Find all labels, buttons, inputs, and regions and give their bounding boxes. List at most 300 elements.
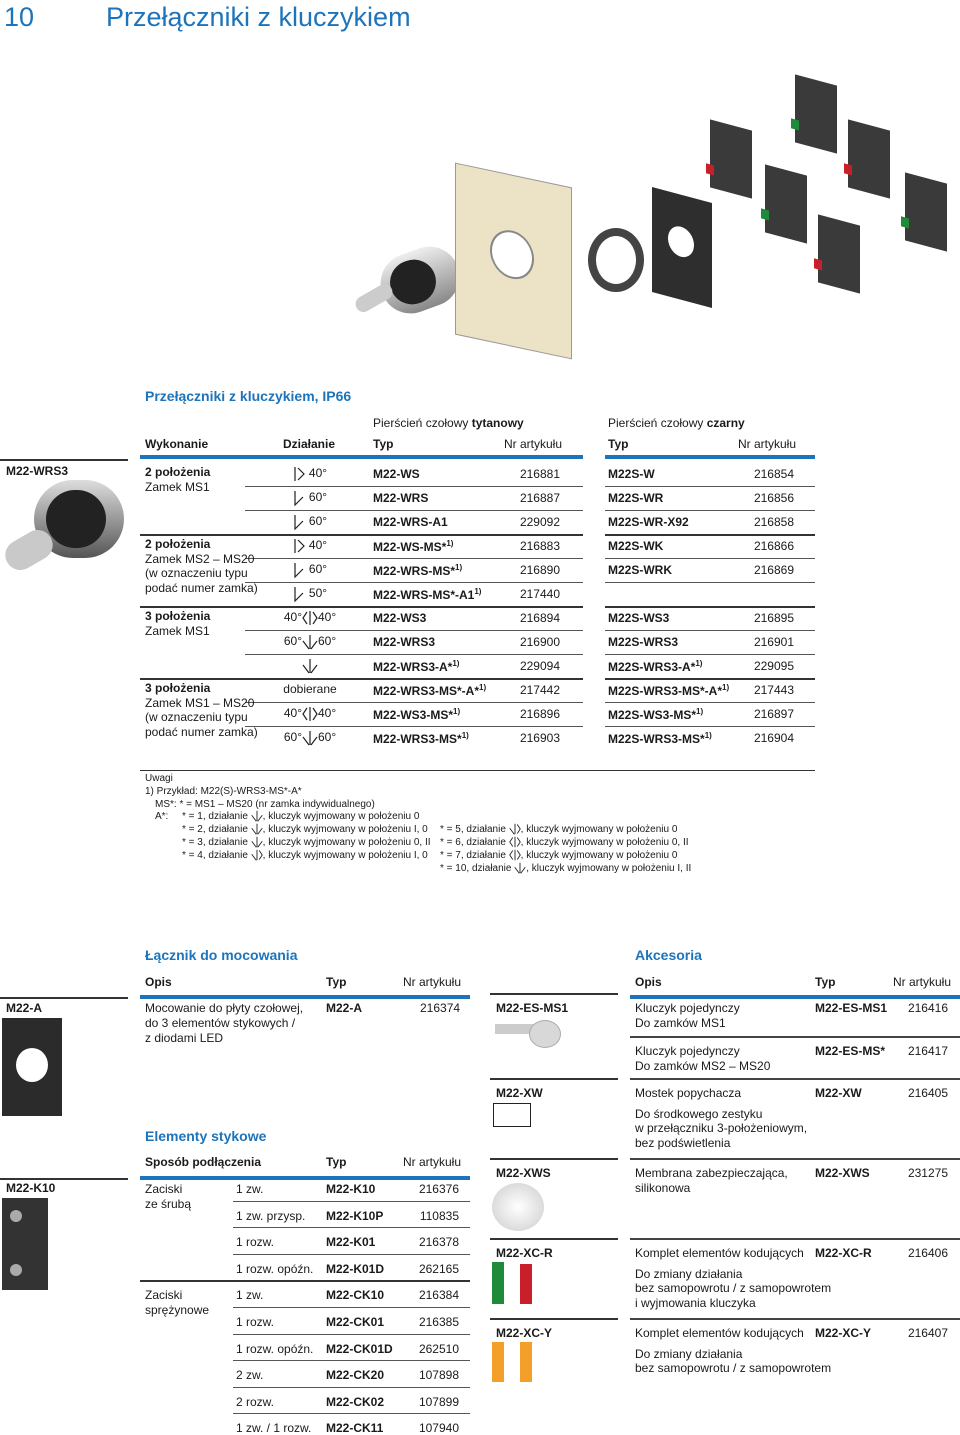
action-symbol-icon [509,837,521,848]
action-symbol-icon [251,811,263,822]
action-cell [255,562,365,578]
angle-right: 60° [318,634,337,649]
row-divider [245,630,583,631]
accessory-description [635,1246,831,1310]
footnote-mark: 1) [453,707,461,716]
type-code-black [608,563,672,577]
angle-left: 40° [283,706,302,721]
footnote-mark: 1) [704,731,712,740]
note-option [440,823,677,836]
note-option [182,849,428,862]
article-number: 217442 [519,683,560,697]
action-cell [255,514,365,530]
angle-left: 60° [283,634,302,649]
article-number: 216890 [519,563,560,577]
angle-right: 50° [308,586,328,601]
variant-line: Zamek MS1 – MS20 [145,695,255,710]
type-code-text: M22-WRS-MS* [373,564,456,578]
notes-title: Uwagi [145,773,173,784]
row-divider [630,1238,960,1240]
row-divider [233,1387,470,1388]
accessory-description [635,1086,807,1150]
connection-type-cell [145,1182,191,1212]
article-number: 216406 [907,1246,948,1260]
description-line: z diodami LED [145,1031,224,1045]
section-title-contacts: Elementy stykowe [145,1128,267,1144]
action-symbol-icon [302,634,318,648]
type-code-text: M22S-WS3-MS* [608,708,697,722]
type-code-text: M22S-WR-X92 [608,515,689,529]
contact-description: 1 rozw. opóźn. [236,1341,314,1356]
type-code: M22-ES-MS1 [815,1001,888,1015]
row-divider [140,534,583,536]
accessory-description [635,1166,788,1195]
coding-element-orange-image [492,1342,504,1382]
footnote-mark: 1) [446,539,454,548]
type-code [373,707,460,722]
col-header-opis: Opis [635,975,662,989]
note-option-post: , kluczyk wyjmowany w położeniu I, 0 [262,850,428,861]
product-rule [490,1238,618,1240]
article-number: 216385 [418,1315,459,1329]
group-header-bold: czarny [706,416,745,430]
type-code [373,539,453,554]
article-number-black: 216901 [753,635,794,649]
angle-right: 40° [308,466,328,481]
article-number: 229094 [519,659,560,673]
variant-cell [145,465,210,494]
product-label: M22-XW [496,1086,543,1100]
note-option-post: , kluczyk wyjmowany w położeniu 0 [520,850,678,861]
action-symbol-icon [293,586,309,600]
connection-type-line: ze śrubą [145,1197,192,1211]
group-header-titanium [373,416,524,430]
type-code [373,491,428,505]
type-code: M22-CK11 [326,1421,384,1435]
description-line: bez samopowrotu / z samopowrotem [635,1281,832,1295]
key-image [495,1020,565,1046]
article-number: 262510 [418,1341,459,1356]
a-label: A*: [155,811,169,822]
article-number-black: 216897 [753,707,794,721]
row-divider [233,1307,470,1308]
footnote-mark: 1) [722,683,730,692]
row-divider [140,1280,470,1282]
row-divider [245,486,583,487]
header-rule [140,995,470,999]
coding-element-orange-image [520,1342,532,1382]
variant-cell [145,609,210,638]
row-divider [605,558,815,559]
note-option-pre: * = 3, działanie [182,837,251,848]
type-code-text: M22-WS-MS* [373,540,447,554]
description-line: Kluczyk pojedynczy [635,1044,740,1058]
action-cell [255,706,365,722]
row-divider [233,1227,470,1228]
product-label: M22-XWS [496,1166,551,1180]
footnote-mark: 1) [696,707,704,716]
variant-line: 3 położenia [145,609,211,623]
action-cell [255,466,365,482]
footnote-mark: 1) [479,683,487,692]
col-header-nr-black: Nr artykułu [738,437,797,451]
description-line: bez samopowrotu / z samopowrotem [635,1361,832,1375]
type-code-text: M22S-WRS3 [608,635,679,649]
header-rule [605,455,815,459]
row-divider [605,702,815,703]
product-rule [490,993,618,995]
note-option-pre: * = 1, działanie [182,811,251,822]
type-code: M22-XW [815,1086,862,1100]
header-rule [140,455,583,459]
accessory-description [635,1001,740,1030]
type-code: M22-CK02 [326,1394,385,1409]
type-code-text: M22S-WS3 [608,611,670,625]
product-rule [0,1178,128,1180]
note-option-post: , kluczyk wyjmowany w położeniu 0, II [262,837,431,848]
note-option-pre: * = 7, działanie [440,850,509,861]
type-code: M22-K10 [326,1182,376,1196]
coding-element-red-image [520,1264,532,1304]
col-header-typ: Typ [326,975,347,989]
description-line: Mocowanie do płyty czołowej, [145,1001,304,1015]
col-header-nr: Nr artykułu [504,437,563,451]
angle-left: 40° [283,610,302,625]
contact-element-image [818,214,860,293]
type-code-text: M22-WS [373,467,420,481]
row-divider [630,1158,960,1160]
action-cell [255,658,365,674]
type-code: M22-CK10 [326,1288,385,1303]
row-divider [245,654,583,655]
action-symbol-icon [302,610,318,624]
col-header-typ-black: Typ [608,437,629,451]
angle-right: 40° [308,538,328,553]
row-divider [140,606,583,608]
mount-typ: M22-A [326,1001,363,1015]
note-option-pre: * = 4, działanie [182,850,251,861]
description-line: Membrana zabezpieczająca, [635,1166,788,1180]
action-cell [255,682,365,696]
row-divider [245,582,583,583]
header-rule [630,995,960,999]
col-header-typ: Typ [373,437,394,451]
description-line: silikonowa [635,1180,691,1195]
article-number: 216903 [519,731,560,745]
contact-description: 2 zw. [236,1368,264,1383]
row-divider [233,1360,470,1361]
article-number: 216883 [519,539,560,553]
contact-description: 1 zw. przysp. [236,1208,306,1223]
col-header-typ: Typ [326,1155,347,1169]
connection-type-line: Zaciski [145,1288,183,1303]
article-number-black: 216895 [753,611,794,625]
variant-line: Zamek MS2 – MS20 [145,551,255,566]
action-symbol-icon [293,562,309,576]
action-symbol-icon [251,824,263,835]
col-header-nr: Nr artykułu [403,975,462,989]
contact-element-image [905,172,947,251]
angle-right: 60° [318,730,337,745]
row-divider [140,678,583,680]
col-header-dzialanie: Działanie [283,437,336,451]
article-number: 110835 [419,1208,459,1223]
article-number-black: 216869 [753,563,794,577]
mount-description [145,1001,303,1046]
contact-description: 1 zw. [236,1182,264,1196]
type-code [373,515,448,529]
note-option [182,836,431,849]
article-number: 217440 [519,587,560,601]
row-divider [605,654,815,655]
contact-description: 1 rozw. opóźn. [236,1261,314,1276]
type-code-text: M22S-W [608,467,655,481]
type-code-text: M22-WS3 [373,611,427,625]
description-line: Do zamków MS2 – MS20 [635,1058,771,1073]
action-symbol-icon [302,730,318,744]
article-number: 216384 [418,1288,459,1303]
product-label: M22-XC-Y [496,1326,553,1340]
type-code-text: M22-WRS3-MS* [373,732,462,746]
variant-line: podać numer zamka) [145,724,258,739]
row-divider [630,1078,960,1080]
type-code-text: M22S-WRS3-MS* [608,732,705,746]
type-code: M22-XC-Y [815,1326,872,1340]
section-title-accessories: Akcesoria [635,947,702,963]
action-symbol-icon [509,850,521,861]
coding-element-green-image [492,1262,504,1304]
note-option [182,810,419,823]
type-code-black [608,539,663,553]
contact-description: 2 rozw. [236,1394,275,1409]
description-line: Do zmiany działania [635,1266,743,1281]
accessory-description [635,1044,770,1073]
note-option-post: , kluczyk wyjmowany w położeniu I, 0 [262,824,428,835]
article-number: 107899 [418,1394,459,1409]
type-code-text: M22-WRS-A1 [373,515,448,529]
contact-element-image [848,119,890,198]
footnote-mark: 1) [455,563,463,572]
notes-rule [140,770,815,771]
col-header-typ: Typ [815,975,836,989]
product-label: M22-A [6,1001,43,1015]
action-cell [255,634,365,650]
type-code-black [608,611,669,625]
variant-line: 3 położenia [145,681,211,695]
contact-description: 1 zw. / 1 rozw. [236,1421,312,1435]
type-code-text: M22-WRS [373,491,429,505]
article-number: 216896 [519,707,560,721]
row-divider [245,726,583,727]
description-line: do 3 elementów stykowych / [145,1016,296,1030]
footnote-mark: 1) [452,659,460,668]
angle-left: 60° [283,730,302,745]
description-line: Mostek popychacza [635,1086,742,1100]
description-line: Kluczyk pojedynczy [635,1001,740,1015]
type-code: M22-ES-MS* [815,1044,886,1058]
group-header-bold: tytanowy [471,416,524,430]
variant-line: (w oznaczeniu typu [145,710,248,724]
note-option-post: , kluczyk wyjmowany w położeniu I, II [526,863,692,874]
mount-nr: 216374 [420,1001,461,1015]
type-code [373,563,462,578]
variant-line: podać numer zamka) [145,580,258,595]
action-cell [255,538,365,554]
type-code [373,659,459,674]
type-code-text: M22-WRS3-MS*-A* [373,684,480,698]
connection-type-line: sprężynowe [145,1303,210,1318]
accessory-description [635,1326,831,1376]
type-code-text: M22S-WRS3-A* [608,660,696,674]
mounting-adapter-image [2,1018,62,1116]
description-line: bez podświetlenia [635,1135,731,1150]
type-code-text: M22S-WR [608,491,664,505]
type-code-text: M22-WS3-MS* [373,708,454,722]
type-code-black [608,683,729,698]
notes-block [145,772,375,811]
action-symbol-icon [509,824,521,835]
type-code-black [608,659,702,674]
row-divider [605,510,815,511]
article-number: 107898 [418,1368,459,1383]
article-number: 216407 [907,1326,948,1340]
article-number-black: 229095 [753,659,794,673]
type-code [373,467,420,481]
article-number: 229092 [519,515,560,529]
pusher-bridge-image [493,1103,531,1127]
product-label: M22-K10 [6,1181,56,1195]
col-header-wykonanie: Wykonanie [145,437,209,451]
group-header-prefix: Pierścień czołowy [373,416,472,430]
angle-right: 40° [318,610,337,625]
type-code [373,611,426,625]
row-divider [245,510,583,511]
action-symbol-icon [251,837,263,848]
article-number: 216376 [418,1182,459,1196]
variant-cell [145,681,258,739]
note-line: 1) Przykład: M22(S)-WRS3-MS*-A* [145,786,302,797]
article-number: 107940 [418,1421,459,1435]
description-line: i wyjmowania kluczyka [635,1295,756,1310]
note-option-pre: * = 5, działanie [440,824,509,835]
product-rule [490,1078,618,1080]
group-header-black [608,416,745,430]
type-code-text: M22-WRS3-A* [373,660,453,674]
section-title-key-switches: Przełączniki z kluczykiem, IP66 [145,388,352,404]
footnote-mark: 1) [474,587,482,596]
contact-element-image [795,74,837,153]
type-code: M22-XWS [815,1166,870,1180]
row-divider [233,1201,470,1202]
description-line: w przełączniku 3-położeniowym, [635,1121,808,1135]
variant-line: (w oznaczeniu typu [145,566,248,580]
note-option [440,836,689,849]
row-divider [630,1318,960,1320]
product-label: M22-WRS3 [6,464,69,478]
section-title-mount: Łącznik do mocowania [145,947,298,963]
type-code-black [608,731,712,746]
row-divider [630,1036,960,1038]
action-symbol-icon [302,706,318,720]
contact-element-image [765,164,807,243]
variant-line: Zamek MS1 [145,479,210,494]
description-line: Komplet elementów kodujących [635,1326,804,1340]
article-number: 262165 [418,1261,459,1276]
product-label: M22-ES-MS1 [496,1001,569,1015]
article-number: 216887 [519,491,560,505]
membrane-image [492,1183,544,1231]
angle-right: 60° [308,562,328,577]
col-header-sposob: Sposób podłączenia [145,1155,262,1169]
chapter-number: 10 [4,2,35,32]
variant-cell [145,537,258,595]
connection-type-line: Zaciski [145,1182,183,1196]
description-line: Do zamków MS1 [635,1015,726,1030]
article-number: 216881 [519,467,560,481]
article-number-black: 216856 [753,491,794,505]
action-cell [255,730,365,746]
contact-element-image [710,119,752,198]
action-symbol-icon [293,466,309,480]
contact-element-image [2,1198,48,1290]
group-header-prefix: Pierścień czołowy [608,416,707,430]
row-divider [233,1254,470,1255]
contact-description: 1 rozw. [236,1315,275,1329]
article-number-black: 216866 [753,539,794,553]
row-divider [605,726,815,727]
article-number: 216900 [519,635,560,649]
type-code-text: M22-WRS3 [373,635,436,649]
action-symbol-icon [293,490,309,504]
row-divider [245,702,583,703]
article-number: 231275 [907,1166,948,1180]
key-switch-image [4,480,124,580]
contact-description: 1 zw. [236,1288,264,1303]
product-rule [0,459,128,461]
note-option-pre: * = 10, działanie [440,863,515,874]
note-option [440,849,677,862]
row-divider [233,1413,470,1414]
col-header-nr: Nr artykułu [403,1155,462,1169]
type-code-black [608,635,678,649]
type-code [373,683,486,698]
type-code-black [608,491,663,505]
action-symbol-icon [251,850,263,861]
page-title: Przełączniki z kluczykiem [106,2,411,32]
article-number: 216416 [907,1001,948,1015]
note-option-pre: * = 2, działanie [182,824,251,835]
type-code [373,731,469,746]
footnote-mark: 1) [695,659,703,668]
note-option [182,823,428,836]
variant-line: Zamek MS1 [145,623,210,638]
type-code: M22-CK20 [326,1368,385,1383]
row-divider [605,678,815,680]
action-cell [255,586,365,602]
article-number-black: 216854 [753,467,794,481]
row-divider [605,582,815,583]
article-number: 216417 [907,1044,948,1058]
angle-right: 60° [308,490,328,505]
note-option-post: , kluczyk wyjmowany w położeniu 0, II [520,837,689,848]
action-symbol-icon [293,514,309,528]
description-line: Do środkowego zestyku [635,1106,763,1121]
action-cell [255,610,365,626]
article-number-black: 217443 [753,683,794,697]
note-option [440,862,691,875]
row-divider [245,558,583,559]
type-code-black [608,515,689,529]
